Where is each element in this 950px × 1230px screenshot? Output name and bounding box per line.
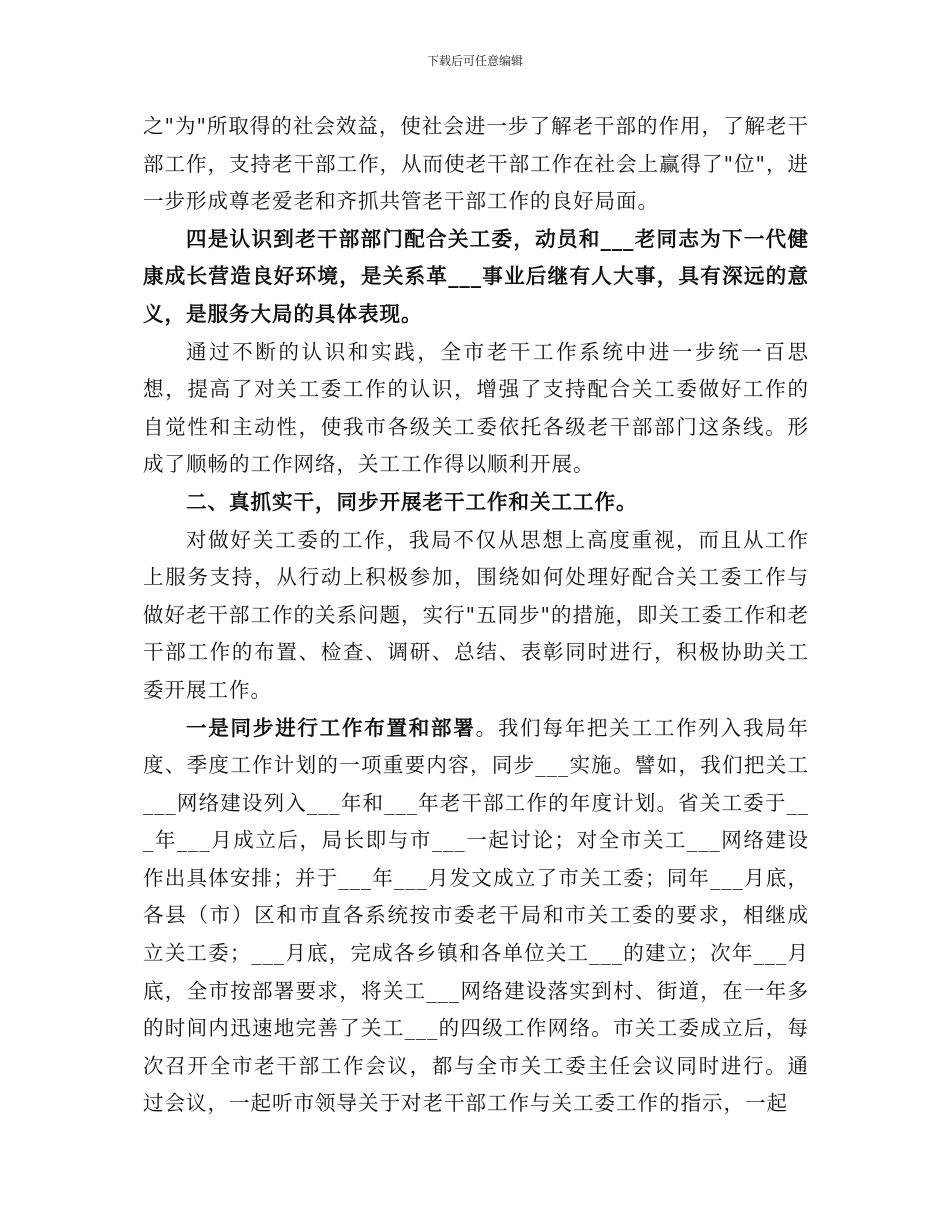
paragraph-2-heading: 四是认识到老干部部门配合关工委，动员和___老同志为下一代健康成长营造良好环境，是关系革___事业后继有人大事，具有深远的意义，是服务大局的具体表现。 [143, 226, 809, 326]
document-body [143, 108, 809, 1123]
paragraph-1: 之"为"所取得的社会效益，使社会进一步了解老干部的作用，了解老干部工作，支持老干部工作，从而使老干部工作在社会上赢得了"位"，进一步形成尊老爱老和齐抓共管老干部工作的良好局面。 [143, 114, 809, 214]
section-heading-2: 二、真抓实干，同步开展老干工作和关工工作。 [186, 489, 638, 514]
paragraph-6 [143, 710, 809, 1124]
paragraph-6-body: 。我们每年把关工工作列入我局年度、季度工作计划的一项重要内容，同步___实施。譬如，我们把关工___网络建设列入___年和___年老干部工作的年度计划。省关工委于___年___月成立后，局长即与市___一起讨论；对全市关工___网络建设作出具体安排；并于___年___月发文成立了市关工委；同年___月底，各县（市）区和市直各系统按市委老干局和市关工委的要求，相继成立关工委；___月底，完成各乡镇和各单位关工___的建立；次年___月底，全市按部署要求，将关工___网络建设落实到村、街道，在一年多的时间内迅速地完善了关工___的四级工作网络。市关工委成立后，每次召开全市老干部工作会议，都与全市关工委主任会议同时进行。通过会议，一起听市领导关于对老干部工作与关工委工作的指示，一起 [143, 715, 810, 1116]
paragraph-5: 对做好关工委的工作，我局不仅从思想上高度重视，而且从工作上服务支持，从行动上积极参加，围绕如何处理好配合关工委工作与做好老干部工作的关系问题，实行"五同步"的措施，即关工委工作和老干部工作的布置、检查、调研、总结、表彰同时进行，积极协助关工委开展工作。 [143, 527, 809, 702]
paragraph-3: 通过不断的认识和实践，全市老干工作系统中进一步统一百思想，提高了对关工委工作的认识，增强了支持配合关工委做好工作的自觉性和主动性，使我市各级关工委依托各级老干部部门这条线。形成了顺畅的工作网络，关工工作得以顺利开展。 [143, 339, 809, 477]
paragraph-6-lead: 一是同步进行工作布置和部署 [186, 715, 476, 740]
page-header: 下载后可任意编辑 [426, 54, 523, 68]
